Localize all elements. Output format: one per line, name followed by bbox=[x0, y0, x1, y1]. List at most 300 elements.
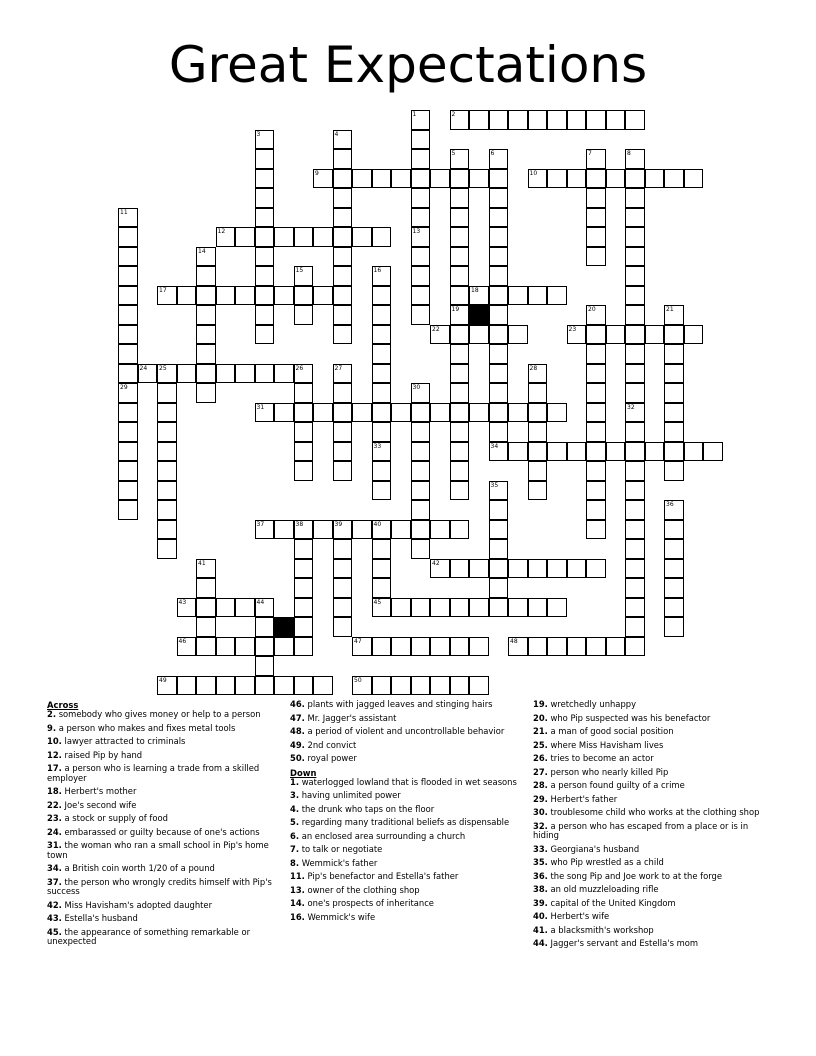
grid-cell[interactable] bbox=[216, 637, 236, 657]
grid-cell[interactable] bbox=[430, 325, 450, 345]
grid-cell[interactable] bbox=[294, 266, 314, 286]
grid-cell[interactable] bbox=[216, 227, 236, 247]
grid-cell[interactable] bbox=[118, 344, 138, 364]
grid-cell[interactable] bbox=[411, 286, 431, 306]
grid-cell[interactable] bbox=[118, 364, 138, 384]
grid-cell[interactable] bbox=[255, 637, 275, 657]
grid-cell[interactable] bbox=[528, 559, 548, 579]
grid-cell[interactable] bbox=[352, 520, 372, 540]
grid-cell[interactable] bbox=[586, 422, 606, 442]
grid-cell[interactable] bbox=[489, 169, 509, 189]
grid-cell[interactable] bbox=[391, 676, 411, 696]
grid-cell[interactable] bbox=[294, 578, 314, 598]
grid-cell[interactable] bbox=[313, 169, 333, 189]
grid-cell[interactable] bbox=[547, 403, 567, 423]
grid-cell[interactable] bbox=[177, 364, 197, 384]
grid-cell[interactable] bbox=[255, 227, 275, 247]
grid-cell[interactable] bbox=[450, 461, 470, 481]
grid-cell[interactable] bbox=[625, 598, 645, 618]
grid-cell[interactable] bbox=[586, 559, 606, 579]
grid-cell[interactable] bbox=[625, 403, 645, 423]
grid-cell[interactable] bbox=[255, 169, 275, 189]
grid-cell[interactable] bbox=[157, 442, 177, 462]
grid-cell[interactable] bbox=[157, 676, 177, 696]
grid-cell[interactable] bbox=[274, 364, 294, 384]
grid-cell[interactable] bbox=[372, 344, 392, 364]
grid-cell[interactable] bbox=[508, 598, 528, 618]
grid-cell[interactable] bbox=[177, 286, 197, 306]
grid-cell[interactable] bbox=[450, 637, 470, 657]
grid-cell[interactable] bbox=[489, 500, 509, 520]
grid-cell[interactable] bbox=[294, 286, 314, 306]
grid-cell[interactable] bbox=[196, 559, 216, 579]
grid-cell[interactable] bbox=[430, 637, 450, 657]
grid-cell[interactable] bbox=[372, 481, 392, 501]
grid-cell[interactable] bbox=[411, 422, 431, 442]
grid-cell[interactable] bbox=[411, 188, 431, 208]
grid-cell[interactable] bbox=[489, 188, 509, 208]
grid-cell[interactable] bbox=[333, 559, 353, 579]
grid-cell[interactable] bbox=[294, 617, 314, 637]
grid-cell[interactable] bbox=[528, 461, 548, 481]
grid-cell[interactable] bbox=[528, 169, 548, 189]
grid-cell[interactable] bbox=[450, 169, 470, 189]
grid-cell[interactable] bbox=[391, 403, 411, 423]
grid-cell[interactable] bbox=[625, 442, 645, 462]
grid-cell[interactable] bbox=[567, 169, 587, 189]
grid-cell[interactable] bbox=[216, 364, 236, 384]
grid-cell[interactable] bbox=[547, 286, 567, 306]
grid-cell[interactable] bbox=[118, 383, 138, 403]
grid-cell[interactable] bbox=[313, 227, 333, 247]
grid-cell[interactable] bbox=[430, 598, 450, 618]
grid-cell[interactable] bbox=[391, 637, 411, 657]
grid-cell[interactable] bbox=[450, 188, 470, 208]
grid-cell[interactable] bbox=[489, 383, 509, 403]
grid-cell[interactable] bbox=[489, 442, 509, 462]
grid-cell[interactable] bbox=[333, 598, 353, 618]
grid-cell[interactable] bbox=[235, 637, 255, 657]
grid-cell[interactable] bbox=[586, 403, 606, 423]
grid-cell[interactable] bbox=[333, 364, 353, 384]
grid-cell[interactable] bbox=[255, 188, 275, 208]
grid-cell[interactable] bbox=[118, 442, 138, 462]
grid-cell[interactable] bbox=[450, 481, 470, 501]
grid-cell[interactable] bbox=[255, 208, 275, 228]
grid-cell[interactable] bbox=[664, 305, 684, 325]
grid-cell[interactable] bbox=[196, 598, 216, 618]
grid-cell[interactable] bbox=[333, 286, 353, 306]
grid-cell[interactable] bbox=[508, 286, 528, 306]
grid-cell[interactable] bbox=[625, 422, 645, 442]
grid-cell[interactable] bbox=[606, 442, 626, 462]
grid-cell[interactable] bbox=[586, 500, 606, 520]
grid-cell[interactable] bbox=[372, 325, 392, 345]
grid-cell[interactable] bbox=[489, 325, 509, 345]
grid-cell[interactable] bbox=[372, 598, 392, 618]
grid-cell[interactable] bbox=[333, 578, 353, 598]
grid-cell[interactable] bbox=[333, 442, 353, 462]
grid-cell[interactable] bbox=[177, 598, 197, 618]
grid-cell[interactable] bbox=[645, 325, 665, 345]
grid-cell[interactable] bbox=[528, 481, 548, 501]
grid-cell[interactable] bbox=[255, 403, 275, 423]
grid-cell[interactable] bbox=[352, 637, 372, 657]
grid-cell[interactable] bbox=[157, 286, 177, 306]
grid-cell[interactable] bbox=[450, 208, 470, 228]
grid-cell[interactable] bbox=[528, 442, 548, 462]
grid-cell[interactable] bbox=[411, 676, 431, 696]
grid-cell[interactable] bbox=[664, 383, 684, 403]
grid-cell[interactable] bbox=[294, 305, 314, 325]
grid-cell[interactable] bbox=[625, 169, 645, 189]
grid-cell[interactable] bbox=[567, 110, 587, 130]
grid-cell[interactable] bbox=[586, 188, 606, 208]
grid-cell[interactable] bbox=[586, 169, 606, 189]
grid-cell[interactable] bbox=[625, 247, 645, 267]
grid-cell[interactable] bbox=[586, 461, 606, 481]
grid-cell[interactable] bbox=[372, 305, 392, 325]
grid-cell[interactable] bbox=[684, 442, 704, 462]
grid-cell[interactable] bbox=[489, 227, 509, 247]
grid-cell[interactable] bbox=[333, 403, 353, 423]
grid-cell[interactable] bbox=[372, 169, 392, 189]
grid-cell[interactable] bbox=[372, 227, 392, 247]
grid-cell[interactable] bbox=[489, 247, 509, 267]
grid-cell[interactable] bbox=[235, 676, 255, 696]
grid-cell[interactable] bbox=[313, 676, 333, 696]
grid-cell[interactable] bbox=[372, 637, 392, 657]
grid-cell[interactable] bbox=[196, 617, 216, 637]
grid-cell[interactable] bbox=[157, 520, 177, 540]
grid-cell[interactable] bbox=[625, 266, 645, 286]
grid-cell[interactable] bbox=[489, 422, 509, 442]
grid-cell[interactable] bbox=[450, 383, 470, 403]
grid-cell[interactable] bbox=[489, 481, 509, 501]
grid-cell[interactable] bbox=[625, 325, 645, 345]
grid-cell[interactable] bbox=[118, 247, 138, 267]
grid-cell[interactable] bbox=[372, 676, 392, 696]
grid-cell[interactable] bbox=[625, 539, 645, 559]
grid-cell[interactable] bbox=[430, 559, 450, 579]
grid-cell[interactable] bbox=[372, 578, 392, 598]
grid-cell[interactable] bbox=[372, 461, 392, 481]
grid-cell[interactable] bbox=[528, 383, 548, 403]
grid-cell[interactable] bbox=[411, 149, 431, 169]
grid-cell[interactable] bbox=[411, 247, 431, 267]
grid-cell[interactable] bbox=[313, 403, 333, 423]
grid-cell[interactable] bbox=[294, 676, 314, 696]
grid-cell[interactable] bbox=[333, 247, 353, 267]
grid-cell[interactable] bbox=[352, 227, 372, 247]
grid-cell[interactable] bbox=[333, 227, 353, 247]
grid-cell[interactable] bbox=[528, 286, 548, 306]
grid-cell[interactable] bbox=[547, 110, 567, 130]
grid-cell[interactable] bbox=[274, 676, 294, 696]
grid-cell[interactable] bbox=[684, 169, 704, 189]
grid-cell[interactable] bbox=[333, 188, 353, 208]
grid-cell[interactable] bbox=[294, 559, 314, 579]
grid-cell[interactable] bbox=[216, 286, 236, 306]
grid-cell[interactable] bbox=[118, 305, 138, 325]
grid-cell[interactable] bbox=[372, 520, 392, 540]
grid-cell[interactable] bbox=[606, 169, 626, 189]
grid-cell[interactable] bbox=[664, 598, 684, 618]
grid-cell[interactable] bbox=[586, 110, 606, 130]
grid-cell[interactable] bbox=[196, 637, 216, 657]
grid-cell[interactable] bbox=[586, 227, 606, 247]
grid-cell[interactable] bbox=[391, 169, 411, 189]
grid-cell[interactable] bbox=[118, 461, 138, 481]
grid-cell[interactable] bbox=[255, 149, 275, 169]
grid-cell[interactable] bbox=[216, 676, 236, 696]
grid-cell[interactable] bbox=[684, 325, 704, 345]
grid-cell[interactable] bbox=[333, 149, 353, 169]
grid-cell[interactable] bbox=[255, 364, 275, 384]
grid-cell[interactable] bbox=[372, 539, 392, 559]
grid-cell[interactable] bbox=[625, 578, 645, 598]
grid-cell[interactable] bbox=[294, 227, 314, 247]
grid-cell[interactable] bbox=[118, 422, 138, 442]
grid-cell[interactable] bbox=[333, 461, 353, 481]
grid-cell[interactable] bbox=[450, 598, 470, 618]
grid-cell[interactable] bbox=[333, 130, 353, 150]
grid-cell[interactable] bbox=[450, 559, 470, 579]
grid-cell[interactable] bbox=[411, 266, 431, 286]
grid-cell[interactable] bbox=[547, 442, 567, 462]
grid-cell[interactable] bbox=[294, 383, 314, 403]
grid-cell[interactable] bbox=[372, 383, 392, 403]
grid-cell[interactable] bbox=[664, 169, 684, 189]
grid-cell[interactable] bbox=[625, 383, 645, 403]
grid-cell[interactable] bbox=[372, 422, 392, 442]
grid-cell[interactable] bbox=[489, 305, 509, 325]
grid-cell[interactable] bbox=[489, 208, 509, 228]
grid-cell[interactable] bbox=[450, 266, 470, 286]
grid-cell[interactable] bbox=[664, 403, 684, 423]
grid-cell[interactable] bbox=[313, 286, 333, 306]
grid-cell[interactable] bbox=[177, 676, 197, 696]
grid-cell[interactable] bbox=[450, 676, 470, 696]
grid-cell[interactable] bbox=[489, 364, 509, 384]
grid-cell[interactable] bbox=[586, 325, 606, 345]
grid-cell[interactable] bbox=[177, 637, 197, 657]
grid-cell[interactable] bbox=[411, 383, 431, 403]
grid-cell[interactable] bbox=[528, 364, 548, 384]
grid-cell[interactable] bbox=[294, 422, 314, 442]
grid-cell[interactable] bbox=[411, 598, 431, 618]
grid-cell[interactable] bbox=[216, 598, 236, 618]
grid-cell[interactable] bbox=[450, 442, 470, 462]
grid-cell[interactable] bbox=[450, 110, 470, 130]
grid-cell[interactable] bbox=[255, 520, 275, 540]
grid-cell[interactable] bbox=[450, 325, 470, 345]
grid-cell[interactable] bbox=[430, 520, 450, 540]
grid-cell[interactable] bbox=[450, 286, 470, 306]
grid-cell[interactable] bbox=[469, 110, 489, 130]
grid-cell[interactable] bbox=[157, 500, 177, 520]
grid-cell[interactable] bbox=[118, 403, 138, 423]
grid-cell[interactable] bbox=[469, 169, 489, 189]
grid-cell[interactable] bbox=[567, 559, 587, 579]
grid-cell[interactable] bbox=[508, 442, 528, 462]
grid-cell[interactable] bbox=[625, 149, 645, 169]
grid-cell[interactable] bbox=[489, 539, 509, 559]
grid-cell[interactable] bbox=[333, 617, 353, 637]
grid-cell[interactable] bbox=[274, 637, 294, 657]
grid-cell[interactable] bbox=[333, 383, 353, 403]
grid-cell[interactable] bbox=[664, 500, 684, 520]
grid-cell[interactable] bbox=[294, 539, 314, 559]
grid-cell[interactable] bbox=[625, 208, 645, 228]
grid-cell[interactable] bbox=[255, 598, 275, 618]
grid-cell[interactable] bbox=[196, 286, 216, 306]
grid-cell[interactable] bbox=[586, 383, 606, 403]
grid-cell[interactable] bbox=[411, 227, 431, 247]
grid-cell[interactable] bbox=[547, 169, 567, 189]
grid-cell[interactable] bbox=[625, 461, 645, 481]
grid-cell[interactable] bbox=[664, 539, 684, 559]
grid-cell[interactable] bbox=[274, 403, 294, 423]
grid-cell[interactable] bbox=[157, 383, 177, 403]
grid-cell[interactable] bbox=[586, 364, 606, 384]
grid-cell[interactable] bbox=[255, 656, 275, 676]
grid-cell[interactable] bbox=[255, 266, 275, 286]
grid-cell[interactable] bbox=[430, 676, 450, 696]
grid-cell[interactable] bbox=[606, 637, 626, 657]
grid-cell[interactable] bbox=[333, 305, 353, 325]
grid-cell[interactable] bbox=[352, 403, 372, 423]
grid-cell[interactable] bbox=[664, 325, 684, 345]
grid-cell[interactable] bbox=[118, 500, 138, 520]
grid-cell[interactable] bbox=[469, 676, 489, 696]
grid-cell[interactable] bbox=[469, 559, 489, 579]
grid-cell[interactable] bbox=[664, 461, 684, 481]
grid-cell[interactable] bbox=[625, 344, 645, 364]
grid-cell[interactable] bbox=[294, 461, 314, 481]
grid-cell[interactable] bbox=[333, 169, 353, 189]
grid-cell[interactable] bbox=[411, 169, 431, 189]
grid-cell[interactable] bbox=[450, 305, 470, 325]
grid-cell[interactable] bbox=[567, 637, 587, 657]
grid-cell[interactable] bbox=[664, 344, 684, 364]
grid-cell[interactable] bbox=[625, 617, 645, 637]
grid-cell[interactable] bbox=[625, 305, 645, 325]
grid-cell[interactable] bbox=[489, 559, 509, 579]
grid-cell[interactable] bbox=[255, 286, 275, 306]
grid-cell[interactable] bbox=[255, 130, 275, 150]
grid-cell[interactable] bbox=[255, 247, 275, 267]
grid-cell[interactable] bbox=[235, 227, 255, 247]
grid-cell[interactable] bbox=[450, 149, 470, 169]
grid-cell[interactable] bbox=[469, 325, 489, 345]
grid-cell[interactable] bbox=[567, 325, 587, 345]
grid-cell[interactable] bbox=[294, 403, 314, 423]
grid-cell[interactable] bbox=[157, 461, 177, 481]
grid-cell[interactable] bbox=[138, 364, 158, 384]
grid-cell[interactable] bbox=[586, 305, 606, 325]
grid-cell[interactable] bbox=[255, 305, 275, 325]
grid-cell[interactable] bbox=[157, 422, 177, 442]
grid-cell[interactable] bbox=[489, 578, 509, 598]
grid-cell[interactable] bbox=[606, 325, 626, 345]
grid-cell[interactable] bbox=[372, 364, 392, 384]
grid-cell[interactable] bbox=[411, 637, 431, 657]
grid-cell[interactable] bbox=[489, 110, 509, 130]
grid-cell[interactable] bbox=[450, 403, 470, 423]
grid-cell[interactable] bbox=[528, 110, 548, 130]
grid-cell[interactable] bbox=[586, 442, 606, 462]
grid-cell[interactable] bbox=[508, 110, 528, 130]
grid-cell[interactable] bbox=[274, 286, 294, 306]
grid-cell[interactable] bbox=[294, 442, 314, 462]
grid-cell[interactable] bbox=[586, 149, 606, 169]
grid-cell[interactable] bbox=[625, 364, 645, 384]
grid-cell[interactable] bbox=[508, 325, 528, 345]
grid-cell[interactable] bbox=[372, 559, 392, 579]
grid-cell[interactable] bbox=[235, 598, 255, 618]
grid-cell[interactable] bbox=[625, 110, 645, 130]
grid-cell[interactable] bbox=[196, 383, 216, 403]
grid-cell[interactable] bbox=[450, 247, 470, 267]
grid-cell[interactable] bbox=[157, 539, 177, 559]
grid-cell[interactable] bbox=[469, 286, 489, 306]
grid-cell[interactable] bbox=[625, 500, 645, 520]
grid-cell[interactable] bbox=[118, 481, 138, 501]
grid-cell[interactable] bbox=[469, 598, 489, 618]
grid-cell[interactable] bbox=[196, 578, 216, 598]
grid-cell[interactable] bbox=[118, 227, 138, 247]
grid-cell[interactable] bbox=[313, 520, 333, 540]
grid-cell[interactable] bbox=[508, 637, 528, 657]
grid-cell[interactable] bbox=[664, 422, 684, 442]
grid-cell[interactable] bbox=[567, 442, 587, 462]
grid-cell[interactable] bbox=[664, 520, 684, 540]
grid-cell[interactable] bbox=[489, 403, 509, 423]
grid-cell[interactable] bbox=[255, 325, 275, 345]
grid-cell[interactable] bbox=[469, 637, 489, 657]
grid-cell[interactable] bbox=[333, 266, 353, 286]
grid-cell[interactable] bbox=[528, 637, 548, 657]
grid-cell[interactable] bbox=[489, 520, 509, 540]
grid-cell[interactable] bbox=[411, 481, 431, 501]
grid-cell[interactable] bbox=[352, 676, 372, 696]
grid-cell[interactable] bbox=[645, 169, 665, 189]
grid-cell[interactable] bbox=[294, 520, 314, 540]
grid-cell[interactable] bbox=[645, 442, 665, 462]
grid-cell[interactable] bbox=[157, 481, 177, 501]
grid-cell[interactable] bbox=[411, 539, 431, 559]
grid-cell[interactable] bbox=[547, 637, 567, 657]
grid-cell[interactable] bbox=[489, 344, 509, 364]
grid-cell[interactable] bbox=[625, 286, 645, 306]
grid-cell[interactable] bbox=[118, 286, 138, 306]
grid-cell[interactable] bbox=[372, 442, 392, 462]
grid-cell[interactable] bbox=[469, 403, 489, 423]
grid-cell[interactable] bbox=[450, 227, 470, 247]
grid-cell[interactable] bbox=[586, 344, 606, 364]
grid-cell[interactable] bbox=[411, 208, 431, 228]
grid-cell[interactable] bbox=[528, 403, 548, 423]
grid-cell[interactable] bbox=[606, 110, 626, 130]
grid-cell[interactable] bbox=[411, 110, 431, 130]
grid-cell[interactable] bbox=[274, 227, 294, 247]
grid-cell[interactable] bbox=[586, 247, 606, 267]
grid-cell[interactable] bbox=[625, 481, 645, 501]
grid-cell[interactable] bbox=[547, 559, 567, 579]
grid-cell[interactable] bbox=[196, 305, 216, 325]
grid-cell[interactable] bbox=[586, 481, 606, 501]
